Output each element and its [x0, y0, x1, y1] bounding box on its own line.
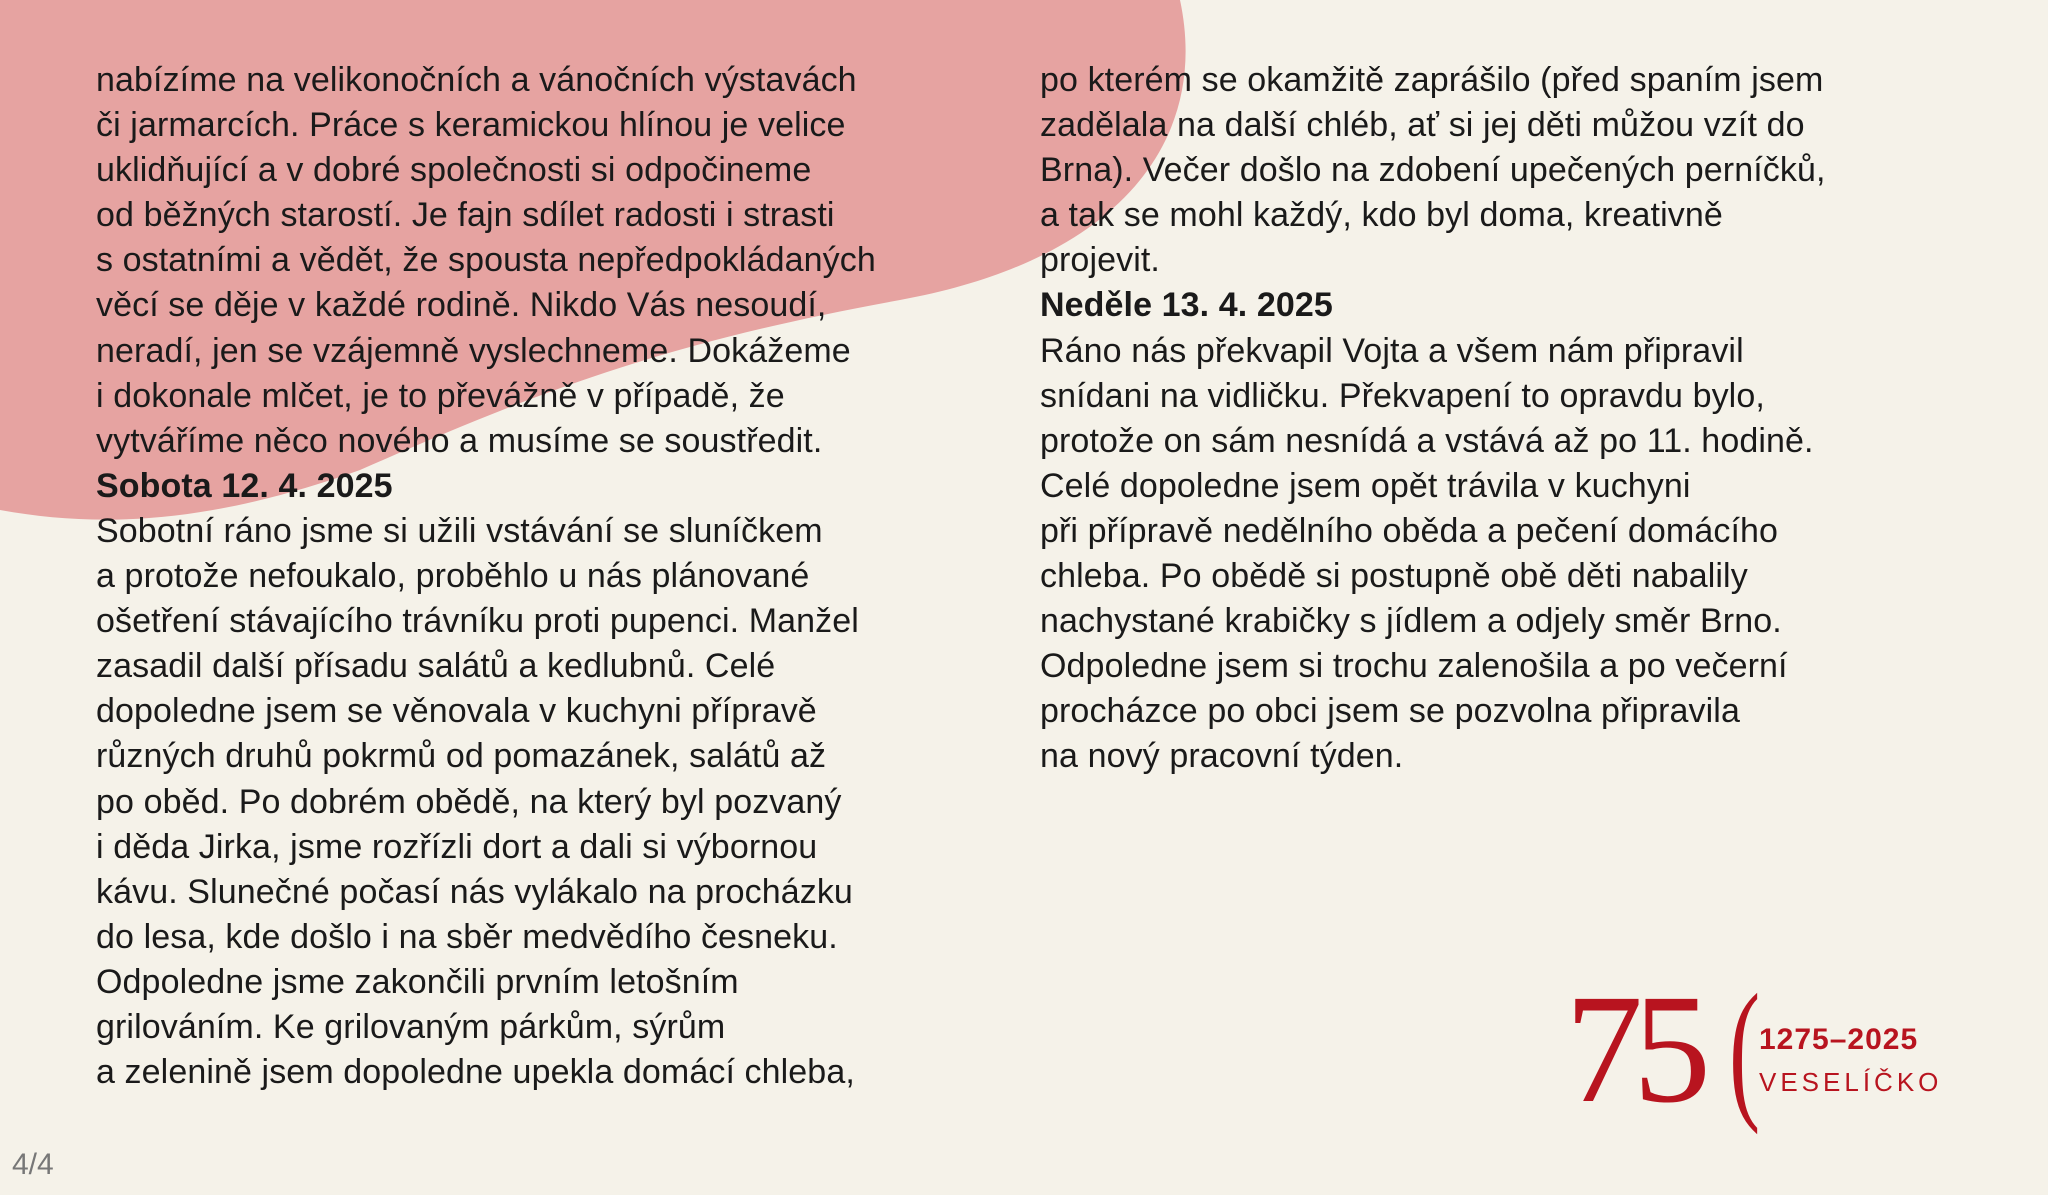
continued-paragraph: po kterém se okamžitě zaprášilo (před spaním jsem zadělala na další chléb, ať si jej děti můžou vzít do Brna). Večer došlo na zdobení upečených perníčků, a tak se mohl každý, kdo byl doma, kreativně projevit.: [1040, 61, 1826, 280]
page-number: 4/4: [12, 1148, 54, 1181]
logo-name: VESELÍČKO: [1759, 1067, 1943, 1097]
saturday-paragraph: Sobotní ráno jsme si užili vstávání se sluníčkem a protože nefoukalo, proběhlo u nás plánované ošetření stávajícího trávníku proti pupenci. Manžel zasadil další přísadu salátů a kedlubnů. Celé dopoledne jsem se věnovala v kuchyni přípravě různých druhů pokrmů od pomazánek, salátů až po oběd. Po dobrém obědě, na který byl pozvaný i děda Jirka, jsme rozřízli dort a dali si výbornou kávu. Slunečné počasí nás vylákalo na procházku do lesa, kde došlo i na sběr medvědího česneku. Odpoledne jsme zakončili prvním letošním grilováním. Ke grilovaným párkům, sýrům a zelenině jsem dopoledne upekla domácí chleba,: [96, 511, 859, 1092]
anniversary-logo: [1565, 962, 1965, 1135]
intro-paragraph: nabízíme na velikonočních a vánočních výstavách či jarmarcích. Práce s keramickou hlínou je velice uklidňující a v dobré společnosti si odpočineme od běžných starostí. Je fajn sdílet radosti i strasti s ostatními a vědět, že spousta nepředpokládaných věcí se děje v každé rodině. Nikdo Vás nesoudí, neradí, jen se vzájemně vyslechneme. Dokážeme i dokonale mlčet, je to převážně v případě, že vytváříme něco nového a musíme se soustředit.: [96, 61, 876, 460]
sunday-heading: Neděle 13. 4. 2025: [1040, 286, 1333, 325]
logo-zero-arc: (: [1729, 962, 1761, 1135]
left-column: [96, 58, 1016, 1095]
right-column: [1040, 58, 2000, 780]
saturday-heading: Sobota 12. 4. 2025: [96, 466, 393, 505]
sunday-paragraph: Ráno nás překvapil Vojta a všem nám připravil snídani na vidličku. Překvapení to opravdu bylo, protože on sám nesnídá a vstává až po 11. hodině. Celé dopoledne jsem opět trávila v kuchyni při přípravě nedělního oběda a pečení domácího chleba. Po obědě si postupně obě děti nabalily nachystané krabičky s jídlem a odjely směr Brno. Odpoledne jsem si trochu zalenošila a po večerní procházce po obci jsem se pozvolna připravila na nový pracovní týden.: [1040, 331, 1814, 776]
logo-number: 75: [1565, 962, 1701, 1135]
logo-years: 1275–2025: [1759, 1023, 1919, 1056]
